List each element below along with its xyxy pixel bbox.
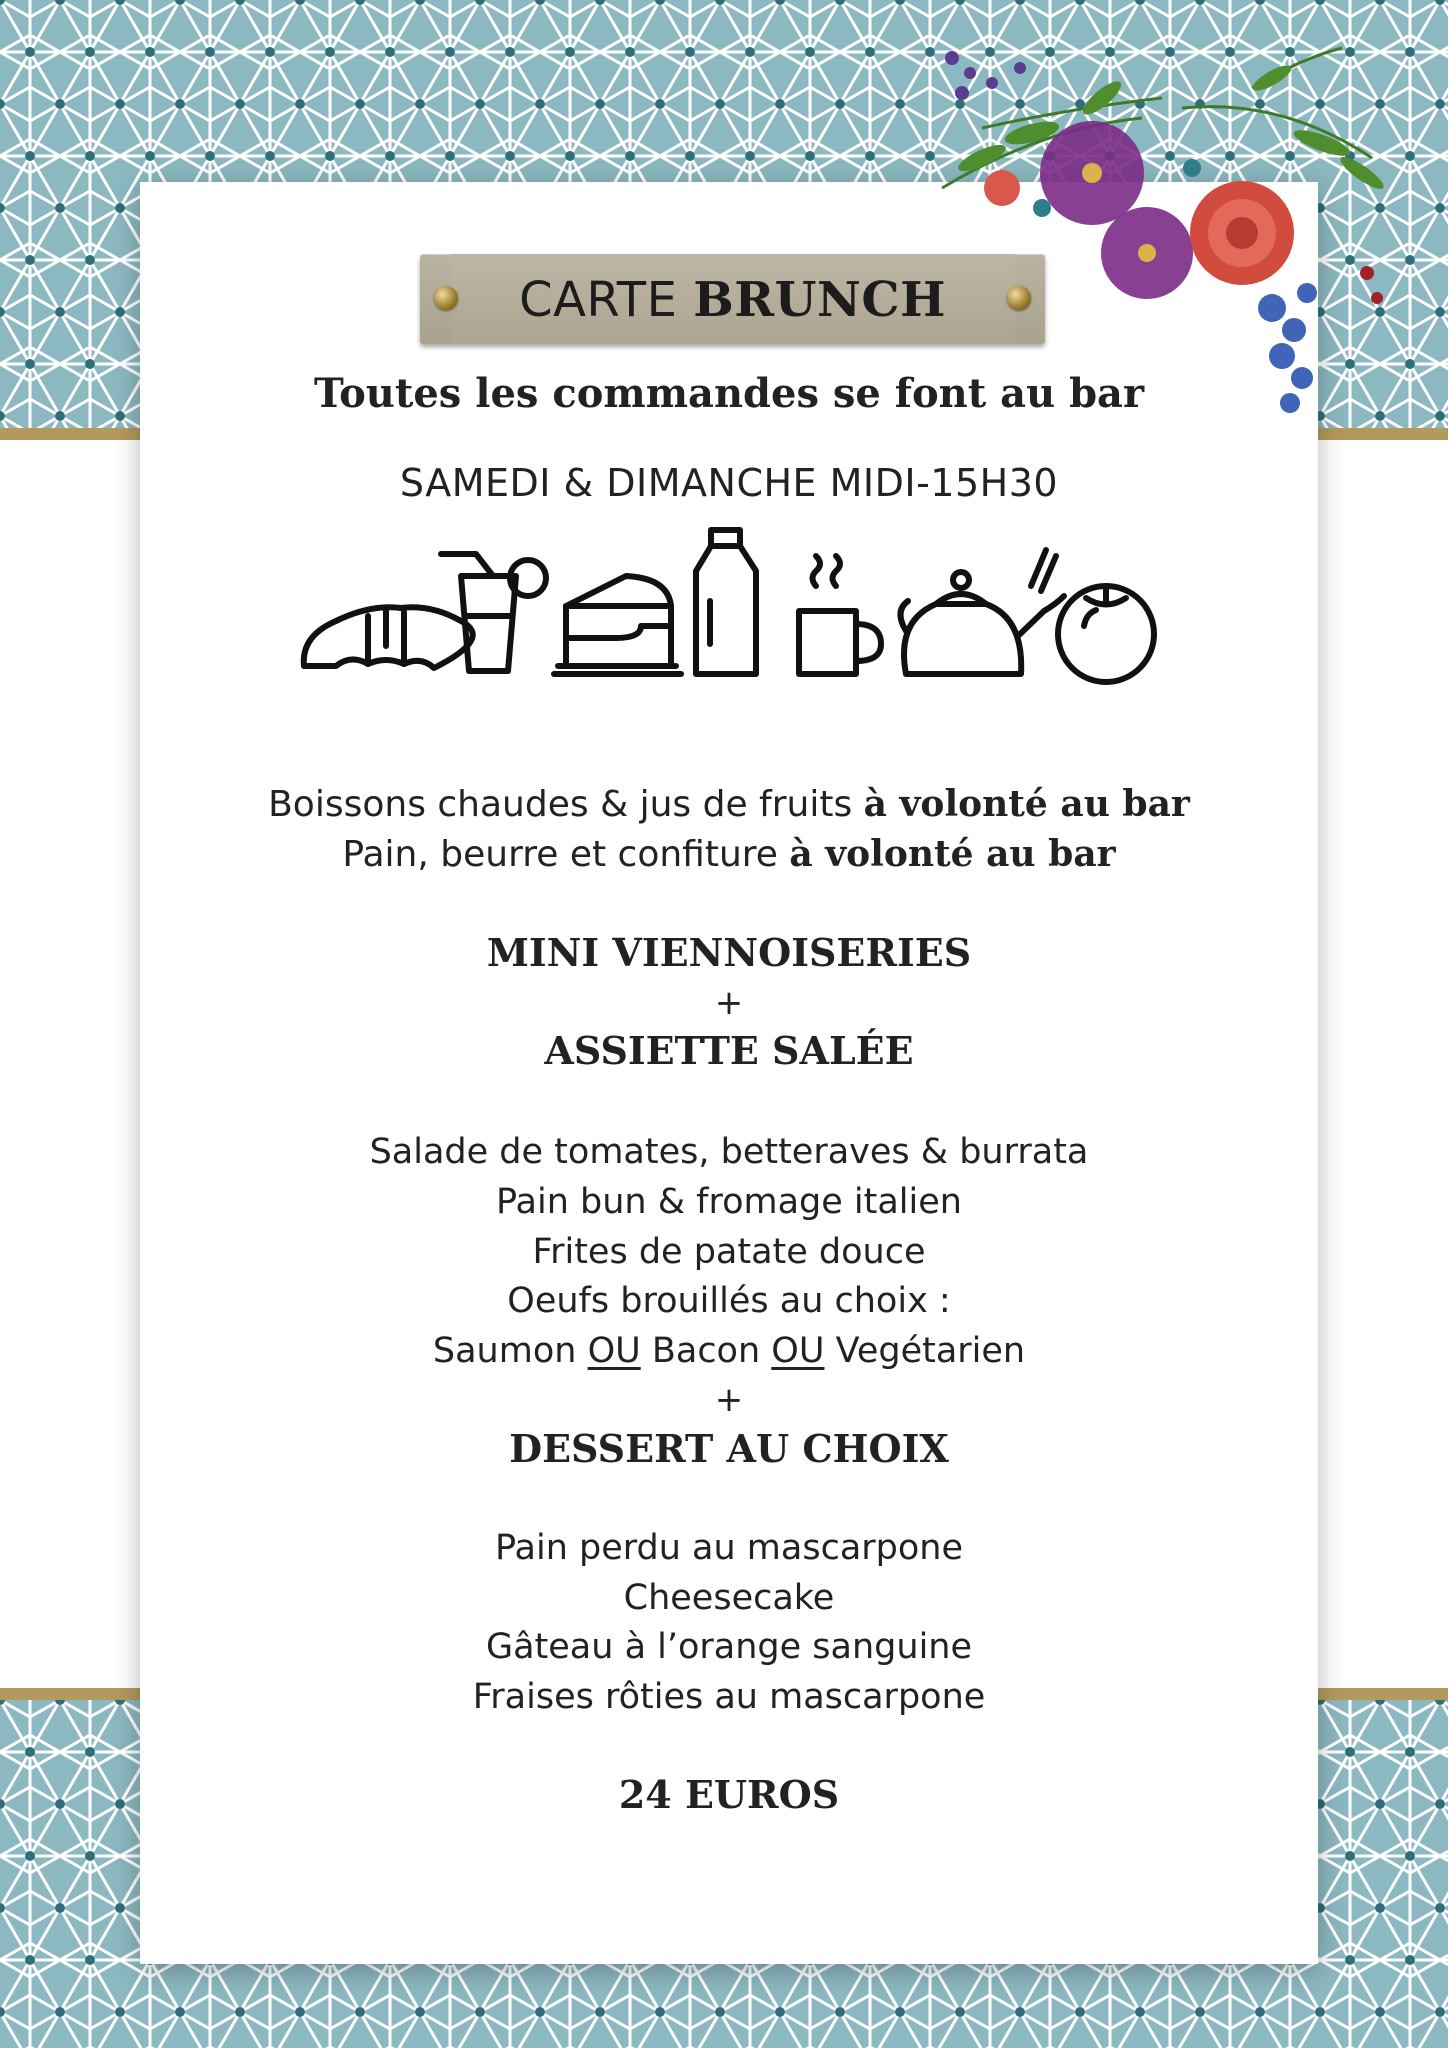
section-viennoiseries: MINI VIENNOISERIES — [486, 930, 972, 975]
dessert-item: Fraises rôties au mascarpone — [472, 1677, 986, 1717]
egg-options — [140, 1327, 1318, 1375]
cake-slice-icon — [554, 576, 681, 674]
dessert-item: Gâteau à l’orange sanguine — [485, 1627, 973, 1667]
price: 24 EUROS — [618, 1772, 840, 1817]
menu-title — [420, 272, 1045, 328]
brunch-icons-row — [296, 526, 1166, 686]
order-notice: Toutes les commandes se font au bar — [313, 370, 1145, 417]
brunch-item: Salade de tomates, betteraves & burrata — [369, 1132, 1089, 1172]
section-assiette-salee: ASSIETTE SALÉE — [544, 1028, 914, 1073]
option-vegetarien: Vegétarien — [824, 1331, 1026, 1371]
or-separator: OU — [587, 1331, 641, 1371]
intro-drinks-emphasis: à volonté au bar — [863, 783, 1190, 825]
plus-separator: + — [714, 983, 744, 1023]
title-light: CARTE — [519, 272, 694, 328]
or-separator: OU — [771, 1331, 825, 1371]
croissant-icon — [304, 607, 473, 668]
section-dessert: DESSERT AU CHOIX — [509, 1426, 949, 1471]
intro-line-bread — [140, 830, 1318, 879]
dessert-item: Cheesecake — [623, 1578, 835, 1618]
milk-bottle-icon — [696, 530, 756, 674]
intro-drinks-text: Boissons chaudes & jus de fruits — [268, 784, 864, 825]
option-saumon: Saumon — [432, 1331, 588, 1371]
title-bold: BRUNCH — [693, 272, 946, 328]
coffee-cup-icon — [799, 556, 881, 674]
title-plaque — [420, 254, 1045, 344]
tomato-icon — [1058, 586, 1154, 682]
teapot-icon — [900, 550, 1064, 674]
option-bacon: Bacon — [640, 1331, 772, 1371]
dessert-item: Pain perdu au mascarpone — [494, 1528, 964, 1568]
intro-line-drinks — [140, 780, 1318, 829]
brunch-item: Oeufs brouillés au choix : — [507, 1281, 951, 1321]
plus-separator: + — [714, 1380, 744, 1420]
brunch-item: Pain bun & fromage italien — [496, 1182, 962, 1222]
brunch-item: Frites de patate douce — [532, 1232, 926, 1272]
intro-bread-emphasis: à volonté au bar — [789, 833, 1116, 875]
intro-bread-text: Pain, beurre et confiture — [342, 834, 790, 875]
opening-hours: SAMEDI & DIMANCHE MIDI-15H30 — [399, 461, 1059, 505]
